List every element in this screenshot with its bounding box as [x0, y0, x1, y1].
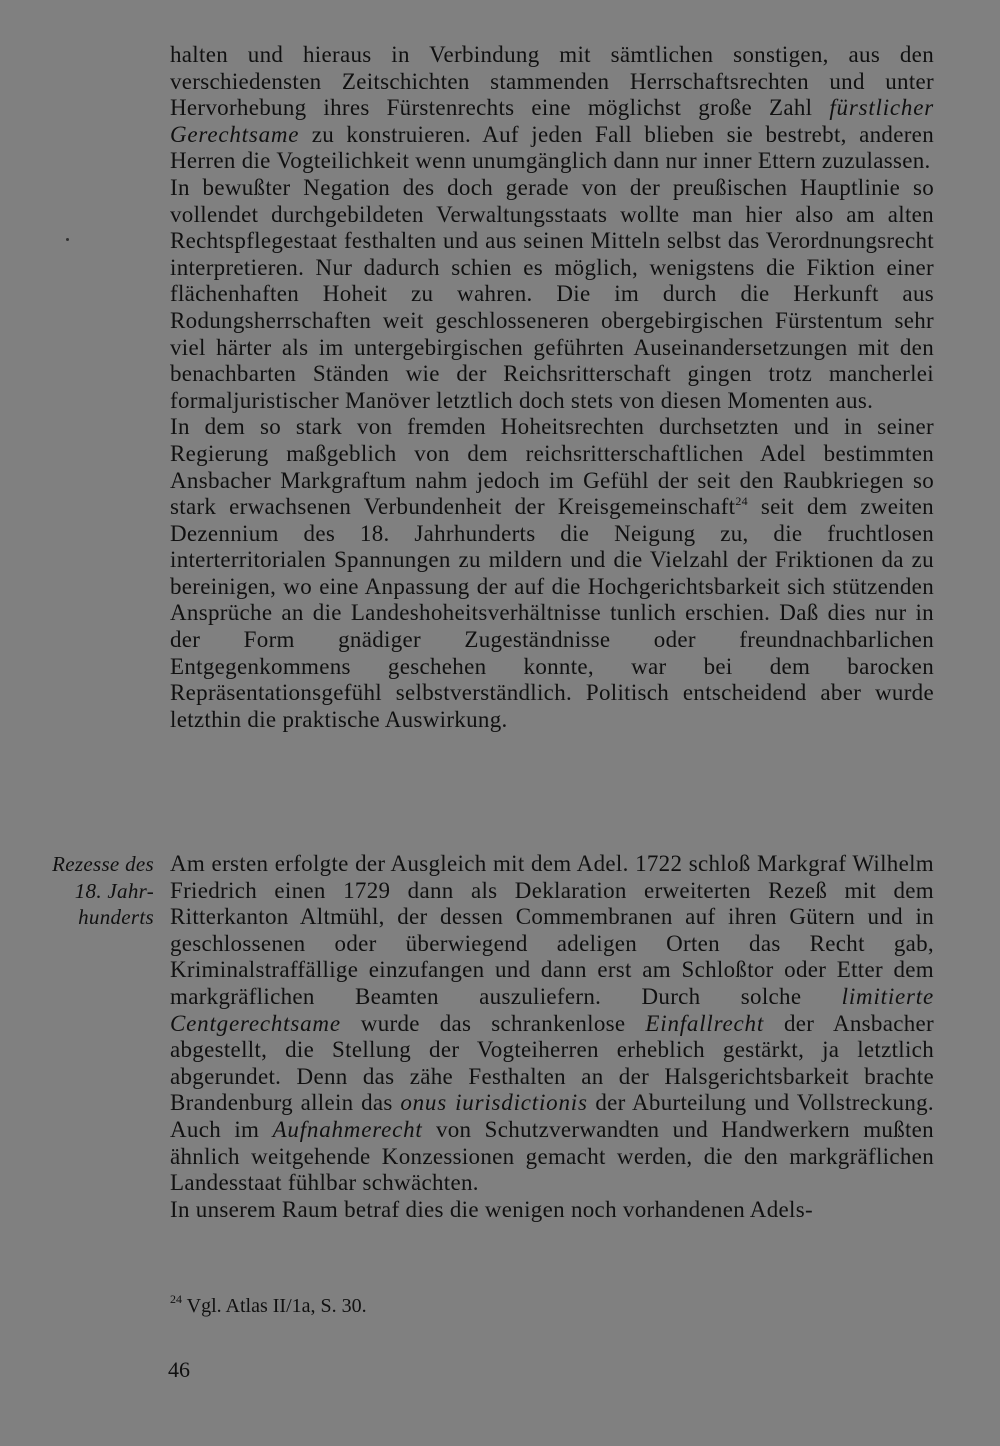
paragraph-3 — [170, 414, 934, 733]
paragraph-1-emphasis: fürstlicher Gerechtsame — [170, 95, 934, 147]
body-text-top — [170, 42, 934, 733]
paragraph-4 — [170, 851, 934, 1197]
paragraph-2: In bewußter Negation des doch gerade von der preußischen Hauptlinie so vollendet durchgebildeten Verwaltungsstaats wollte man hier also am alten Rechtspflegestaat festhalten und aus seinen Mitteln selbst das Verordnungsrecht interpretieren. Nur dadurch schien es möglich, wenigstens die Fiktion einer flächenhaften Hoheit zu wahren. Die im durch die Herkunft aus Rodungsherrschaften weit geschlosseneren obergebirgischen Fürstentum sehr viel härter als im untergebirgischen geführten Auseinandersetzungen mit den benachbarten Ständen wie der Reichsritterschaft gingen trotz mancherlei formaljuristischer Manöver letztlich doch stets von diesen Momenten aus. — [170, 174, 934, 413]
margin-note-line-3: hunderts — [78, 905, 154, 930]
paragraph-4-text-a: Am ersten erfolgte der Ausgleich mit dem Adel. 1722 schloß Markgraf Wilhelm Friedrich einen 1729 dann als Deklaration erweiterten Rezeß mit dem Ritterkanton Altmühl, der dessen Commembranen auf ihren Gütern und in geschlossenen oder überwiegend adeligen Orten das Recht gab, Kriminalstraffällige einzufangen und dann erst am Schloßtor oder Etter dem markgräflichen Beamten auszuliefern. Durch solche — [170, 851, 934, 1009]
page-number: 46 — [168, 1357, 190, 1382]
paragraph-1-end: zu konstruieren. Auf jeden Fall blieben sie bestrebt, anderen Herren die Vogteilichkeit wenn unumgänglich dann nur inner Ettern zuzulassen. — [170, 121, 934, 174]
scan-speck — [66, 238, 69, 241]
margin-note-line-1: Rezesse des — [52, 852, 154, 876]
paragraph-4-text-e: von Schutzverwandten und Handwerkern mußten ähnlich weitgehende Konzessionen gemacht werden, die den markgräflichen Landesstaat fühlbar schwächten. — [170, 1116, 934, 1196]
footnote-text: Vgl. Atlas II/1a, S. 30. — [186, 1295, 367, 1317]
margin-note — [22, 851, 154, 931]
paragraph-1 — [170, 42, 934, 175]
paragraph-1-text: halten und hieraus in Verbindung mit sämtlichen sonstigen, aus den verschiedensten Zeitschichten stammenden Herrschaftsrechten und unter Hervorhebung ihres Fürstenrechts eine möglichst große Zahl — [170, 42, 934, 121]
paragraph-3-text-a: In dem so stark von fremden Hoheitsrechten durchsetzten und in seiner Regierung maßgeblich von dem reichsritterschaftlichen Adel bestimmten Ansbacher Markgraftum nahm jedoch im Gefühl der seit den Raubkriegen so stark erwachsenen Verbundenheit der Kreisgemeinschaft — [170, 414, 934, 520]
footnote-ref-24: 24 — [735, 494, 748, 509]
paragraph-4-emphasis-3: onus iurisdictionis — [400, 1090, 588, 1116]
body-text-bottom — [170, 851, 934, 1223]
footnote — [170, 1294, 870, 1318]
paragraph-4-emphasis-2: Einfallrecht — [645, 1010, 765, 1036]
margin-note-line-2: 18. Jahr- — [74, 878, 154, 903]
footnote-number: 24 — [170, 1292, 182, 1306]
paragraph-4-emphasis-1: limitierte Centgerechtsame — [170, 983, 934, 1036]
paragraph-4-emphasis-4: Aufnahmerecht — [272, 1116, 423, 1142]
paragraph-5: In unserem Raum betraf dies die wenigen noch vorhandenen Adels- — [170, 1196, 813, 1222]
paragraph-4-text-c: der Ansbacher abgestellt, die Stellung der Vogteiherren erheblich gestärkt, ja letztlich abgerundet. Denn das zähe Festhalten an der Halsgerichtsbarkeit brachte Brandenburg allein das — [170, 1010, 934, 1116]
paragraph-4-text-b: wurde das schrankenlose — [360, 1010, 626, 1036]
paragraph-3-text-b: seit dem zweiten Dezennium des 18. Jahrhunderts die Neigung zu, die fruchtlosen interterritorialen Spannungen zu mildern und die Vielzahl der Friktionen da zu bereinigen, wo eine Anpassung der auf die Hochgerichtsbarkeit sich stützenden Ansprüche an die Landeshoheitsverhältnisse tunlich erschien. Daß dies nur in der Form gnädiger Zugeständnisse oder freundnachbarlichen Entgegenkommens geschehen konnte, war bei dem barocken Repräsentationsgefühl selbstverständlich. Politisch entscheidend aber wurde letzthin die praktische Auswirkung. — [170, 494, 934, 732]
paragraph-4-text-d: der Aburteilung und Vollstreckung. Auch im — [170, 1090, 934, 1142]
